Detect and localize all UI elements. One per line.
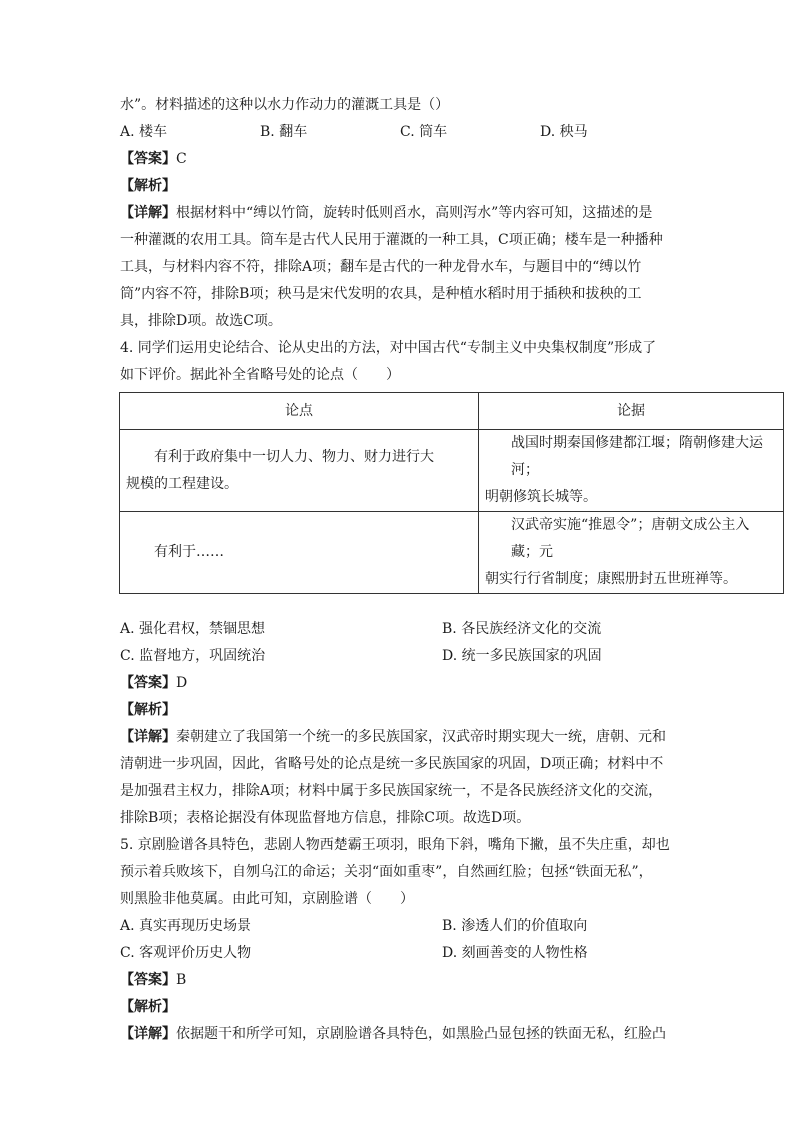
q4-detail-line-1: 【详解】秦朝建立了我国第一个统一的多民族国家，汉武帝时期实现大一统，唐朝、元和 [120,729,666,745]
q5-option-a: A. 真实再现历史场景 [120,918,252,934]
page-content [120,92,763,1048]
table-cell-point: 有利于政府集中一切人力、物力、财力进行大 规模的工程建设。 [120,430,479,512]
q3-detail-tag: 【详解】 [120,205,176,221]
table-row [120,512,784,594]
q4-detail-tag: 【详解】 [120,729,176,745]
table-row [120,430,784,512]
q5-option-c: C. 客观评价历史人物 [120,945,252,961]
q4-analysis-tag: 【解析】 [120,702,176,718]
q4-evidence-table [119,392,784,594]
q4-detail-line-2: 清朝进一步巩固，因此，省略号处的论点是统一多民族国家的巩固，D项正确；材料中不 [120,756,664,772]
q4-detail-line-3: 是加强君主权力，排除A项；材料中属于多民族国家统一，不是各民族经济文化的交流， [120,783,663,799]
q5-detail-line-1: 【详解】依据题干和所学可知，京剧脸谱各具特色，如黑脸凸显包拯的铁面无私，红脸凸 [120,1026,666,1042]
q3-options [120,119,680,146]
q3-answer-value: C [176,151,187,167]
table-header-evidence: 论据 [479,393,784,430]
q4-options-row-2 [120,643,680,670]
q4-answer [120,670,680,697]
q4-stem-line-1: 4. 同学们运用史论结合、论从史出的方法，对中国古代“专制主义中央集权制度”形成了 [120,340,657,356]
q5-options-row-1 [120,913,680,940]
q5-stem-line-3: 则黑脸非他莫属。由此可知，京剧脸谱（ ） [120,891,414,907]
q5-answer-tag: 【答案】 [120,972,176,988]
q4-answer-value: D [176,675,188,691]
q4-stem-line-2: 如下评价。据此补全省略号处的论点（ ） [120,367,400,383]
q5-option-d: D. 刻画善变的人物性格 [442,945,588,961]
q5-stem-line-2: 预示着兵败垓下，自刎乌江的命运；关羽“面如重枣”，自然画红脸；包拯“铁面无私”， [120,864,653,880]
q4-option-c: C. 监督地方，巩固统治 [120,648,266,664]
q3-option-b: B. 翻车 [260,124,308,140]
q4-option-b: B. 各民族经济文化的交流 [442,621,602,637]
q3-option-d: D. 秧马 [540,124,588,140]
q3-detail-line-2: 一种灌溉的农用工具。筒车是古代人民用于灌溉的一种工具，C项正确；楼车是一种播种 [120,232,663,248]
q3-detail-line-3: 工具，与材料内容不符，排除A项；翻车是古代的一种龙骨水车，与题目中的“缚以竹 [120,259,642,275]
q5-detail-tag: 【详解】 [120,1026,176,1042]
q3-option-c: C. 筒车 [400,124,448,140]
table-cell-evidence: 汉武帝实施“推恩令”；唐朝文成公主入藏；元 朝实行行省制度；康熙册封五世班禅等。 [479,512,784,594]
q5-answer [120,967,680,994]
q3-detail-line-4: 筒”内容不符，排除B项；秧马是宋代发明的农具，是种植水稻时用于插秧和拔秧的工 [120,286,642,302]
q3-answer-tag: 【答案】 [120,151,176,167]
q3-option-a: A. 楼车 [120,124,168,140]
table-header-row [120,393,784,430]
q5-stem-line-1: 5. 京剧脸谱各具特色，悲剧人物西楚霸王项羽，眼角下斜，嘴角下撇，虽不失庄重，却也 [120,837,670,853]
table-header-point: 论点 [120,393,479,430]
q5-option-b: B. 渗透人们的价值取向 [442,918,588,934]
q3-analysis-tag: 【解析】 [120,178,176,194]
q5-analysis-tag: 【解析】 [120,999,176,1015]
q5-options-row-2 [120,940,680,967]
q3-detail-line-5: 具，排除D项。故选C项。 [120,313,282,329]
q4-detail-line-4: 排除B项；表格论据没有体现监督地方信息，排除C项。故选D项。 [120,810,531,826]
q3-stem-end: 水”。材料描述的这种以水力作动力的灌溉工具是（） [120,97,450,113]
table-cell-evidence: 战国时期秦国修建都江堰；隋朝修建大运河； 明朝修筑长城等。 [479,430,784,512]
table-cell-point: 有利于…… [120,512,479,594]
q3-answer [120,146,680,173]
q4-option-a: A. 强化君权，禁锢思想 [120,621,266,637]
q4-answer-tag: 【答案】 [120,675,176,691]
q4-options-row-1 [120,616,680,643]
q4-option-d: D. 统一多民族国家的巩固 [442,648,602,664]
q3-detail-line-1: 【详解】根据材料中“缚以竹筒，旋转时低则舀水，高则泻水”等内容可知，这描述的是 [120,205,653,221]
q5-answer-value: B [176,972,187,988]
